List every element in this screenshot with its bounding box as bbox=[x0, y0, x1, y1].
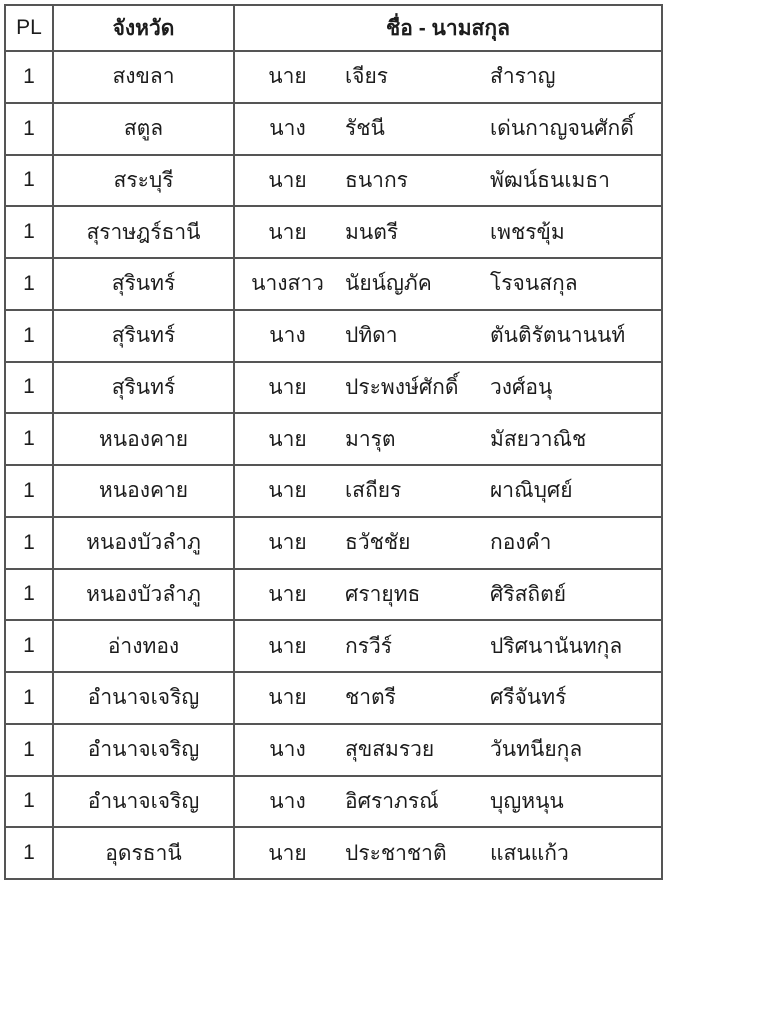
cell-province: สตูล bbox=[53, 103, 234, 155]
person-first-name: มนตรี bbox=[345, 220, 399, 244]
cell-province: อำนาจเจริญ bbox=[53, 672, 234, 724]
name-wrap bbox=[235, 681, 661, 714]
name-wrap bbox=[235, 216, 661, 249]
person-title: นาย bbox=[268, 686, 307, 710]
person-last-name: โรจนสกุล bbox=[490, 272, 578, 296]
table-row bbox=[5, 310, 662, 362]
table-row bbox=[5, 413, 662, 465]
person-title: นาง bbox=[269, 117, 306, 141]
table-row bbox=[5, 827, 662, 879]
person-last-name: เพชรขุ้ม bbox=[490, 220, 565, 244]
table-row bbox=[5, 776, 662, 828]
cell-province: อำนาจเจริญ bbox=[53, 724, 234, 776]
cell-pl: 1 bbox=[5, 517, 53, 569]
person-first-name: ศรายุทธ bbox=[345, 582, 421, 606]
cell-pl: 1 bbox=[5, 362, 53, 414]
cell-province: หนองคาย bbox=[53, 465, 234, 517]
name-wrap bbox=[235, 474, 661, 507]
cell-name bbox=[234, 103, 662, 155]
name-wrap bbox=[235, 578, 661, 611]
roster-table bbox=[4, 4, 663, 880]
person-last-name: ผาณิบุศย์ bbox=[490, 479, 573, 503]
cell-pl: 1 bbox=[5, 827, 53, 879]
table-row bbox=[5, 155, 662, 207]
cell-name bbox=[234, 465, 662, 517]
person-last-name: ศรีจันทร์ bbox=[490, 686, 567, 710]
person-title: นาย bbox=[268, 479, 307, 503]
person-first-name: เจียร bbox=[345, 65, 389, 89]
cell-province: สุรินทร์ bbox=[53, 258, 234, 310]
name-wrap bbox=[235, 112, 661, 145]
cell-pl: 1 bbox=[5, 724, 53, 776]
cell-province: อำนาจเจริญ bbox=[53, 776, 234, 828]
person-first-name: เสถียร bbox=[345, 479, 402, 503]
cell-name bbox=[234, 569, 662, 621]
cell-name bbox=[234, 155, 662, 207]
person-title: นาง bbox=[269, 738, 306, 762]
cell-name bbox=[234, 51, 662, 103]
name-wrap bbox=[235, 267, 661, 300]
cell-name bbox=[234, 672, 662, 724]
table-row bbox=[5, 103, 662, 155]
person-first-name: มารุต bbox=[345, 427, 396, 451]
cell-pl: 1 bbox=[5, 569, 53, 621]
person-first-name: ปทิดา bbox=[345, 324, 398, 348]
table-row bbox=[5, 362, 662, 414]
person-title: นาย bbox=[268, 531, 307, 555]
cell-pl: 1 bbox=[5, 258, 53, 310]
person-last-name: สำราญ bbox=[490, 65, 556, 89]
person-title: นางสาว bbox=[251, 272, 324, 296]
name-wrap bbox=[235, 785, 661, 818]
header-province: จังหวัด bbox=[53, 5, 234, 51]
person-title: นาย bbox=[268, 634, 307, 658]
person-first-name: ประชาชาติ bbox=[345, 841, 447, 865]
cell-province: สุรินทร์ bbox=[53, 310, 234, 362]
person-first-name: สุขสมรวย bbox=[345, 738, 435, 762]
cell-pl: 1 bbox=[5, 310, 53, 362]
table-row bbox=[5, 620, 662, 672]
cell-pl: 1 bbox=[5, 672, 53, 724]
cell-province: อ่างทอง bbox=[53, 620, 234, 672]
cell-province: สงขลา bbox=[53, 51, 234, 103]
name-wrap bbox=[235, 60, 661, 93]
person-last-name: พัฒน์ธนเมธา bbox=[490, 168, 610, 192]
cell-name bbox=[234, 206, 662, 258]
cell-name bbox=[234, 310, 662, 362]
cell-pl: 1 bbox=[5, 103, 53, 155]
person-first-name: ประพงษ์ศักดิ์ bbox=[345, 375, 459, 399]
person-first-name: ธนากร bbox=[345, 168, 408, 192]
person-last-name: วันทนียกุล bbox=[490, 738, 583, 762]
table-row bbox=[5, 724, 662, 776]
person-title: นาง bbox=[269, 789, 306, 813]
person-first-name: นัยน์ญภัค bbox=[345, 272, 432, 296]
cell-pl: 1 bbox=[5, 413, 53, 465]
table-row bbox=[5, 258, 662, 310]
person-last-name: กองคำ bbox=[490, 531, 552, 555]
cell-name bbox=[234, 724, 662, 776]
person-last-name: เด่นกาญจนศักดิ์ bbox=[490, 117, 634, 141]
cell-name bbox=[234, 362, 662, 414]
person-first-name: ชาตรี bbox=[345, 686, 396, 710]
person-title: นาย bbox=[268, 168, 307, 192]
cell-name bbox=[234, 620, 662, 672]
cell-province: สระบุรี bbox=[53, 155, 234, 207]
person-first-name: กรวีร์ bbox=[345, 634, 393, 658]
cell-province: หนองบัวลำภู bbox=[53, 517, 234, 569]
cell-province: สุรินทร์ bbox=[53, 362, 234, 414]
table-row bbox=[5, 517, 662, 569]
cell-pl: 1 bbox=[5, 776, 53, 828]
person-title: นาย bbox=[268, 582, 307, 606]
table-row bbox=[5, 206, 662, 258]
person-last-name: ปริศนานันทกุล bbox=[490, 634, 623, 658]
person-title: นาย bbox=[268, 65, 307, 89]
cell-pl: 1 bbox=[5, 465, 53, 517]
person-title: นาย bbox=[268, 427, 307, 451]
cell-pl: 1 bbox=[5, 620, 53, 672]
table-row bbox=[5, 672, 662, 724]
cell-name bbox=[234, 258, 662, 310]
person-last-name: แสนแก้ว bbox=[490, 841, 569, 865]
name-wrap bbox=[235, 423, 661, 456]
name-wrap bbox=[235, 733, 661, 766]
person-last-name: ศิริสถิตย์ bbox=[490, 582, 567, 606]
cell-province: สุราษฎร์ธานี bbox=[53, 206, 234, 258]
person-title: นาง bbox=[269, 324, 306, 348]
name-wrap bbox=[235, 319, 661, 352]
table-row bbox=[5, 51, 662, 103]
cell-name bbox=[234, 517, 662, 569]
name-wrap bbox=[235, 371, 661, 404]
person-last-name: ตันติรัตนานนท์ bbox=[490, 324, 626, 348]
cell-name bbox=[234, 827, 662, 879]
table-header-row bbox=[5, 5, 662, 51]
header-pl: PL bbox=[5, 5, 53, 51]
person-title: นาย bbox=[268, 375, 307, 399]
header-name: ชื่อ - นามสกุล bbox=[234, 5, 662, 51]
name-wrap bbox=[235, 630, 661, 663]
name-wrap bbox=[235, 837, 661, 870]
person-first-name: ธวัชชัย bbox=[345, 531, 411, 555]
person-title: นาย bbox=[268, 841, 307, 865]
cell-pl: 1 bbox=[5, 51, 53, 103]
name-wrap bbox=[235, 526, 661, 559]
cell-province: หนองบัวลำภู bbox=[53, 569, 234, 621]
person-last-name: บุญหนุน bbox=[490, 789, 564, 813]
cell-pl: 1 bbox=[5, 206, 53, 258]
cell-name bbox=[234, 776, 662, 828]
table-row bbox=[5, 465, 662, 517]
person-first-name: รัชนี bbox=[345, 117, 385, 141]
cell-province: อุดรธานี bbox=[53, 827, 234, 879]
cell-pl: 1 bbox=[5, 155, 53, 207]
cell-name bbox=[234, 413, 662, 465]
person-last-name: มัสยวาณิช bbox=[490, 427, 587, 451]
person-first-name: อิศราภรณ์ bbox=[345, 789, 439, 813]
name-wrap bbox=[235, 164, 661, 197]
cell-province: หนองคาย bbox=[53, 413, 234, 465]
table-row bbox=[5, 569, 662, 621]
person-title: นาย bbox=[268, 220, 307, 244]
person-last-name: วงศ์อนุ bbox=[490, 375, 553, 399]
